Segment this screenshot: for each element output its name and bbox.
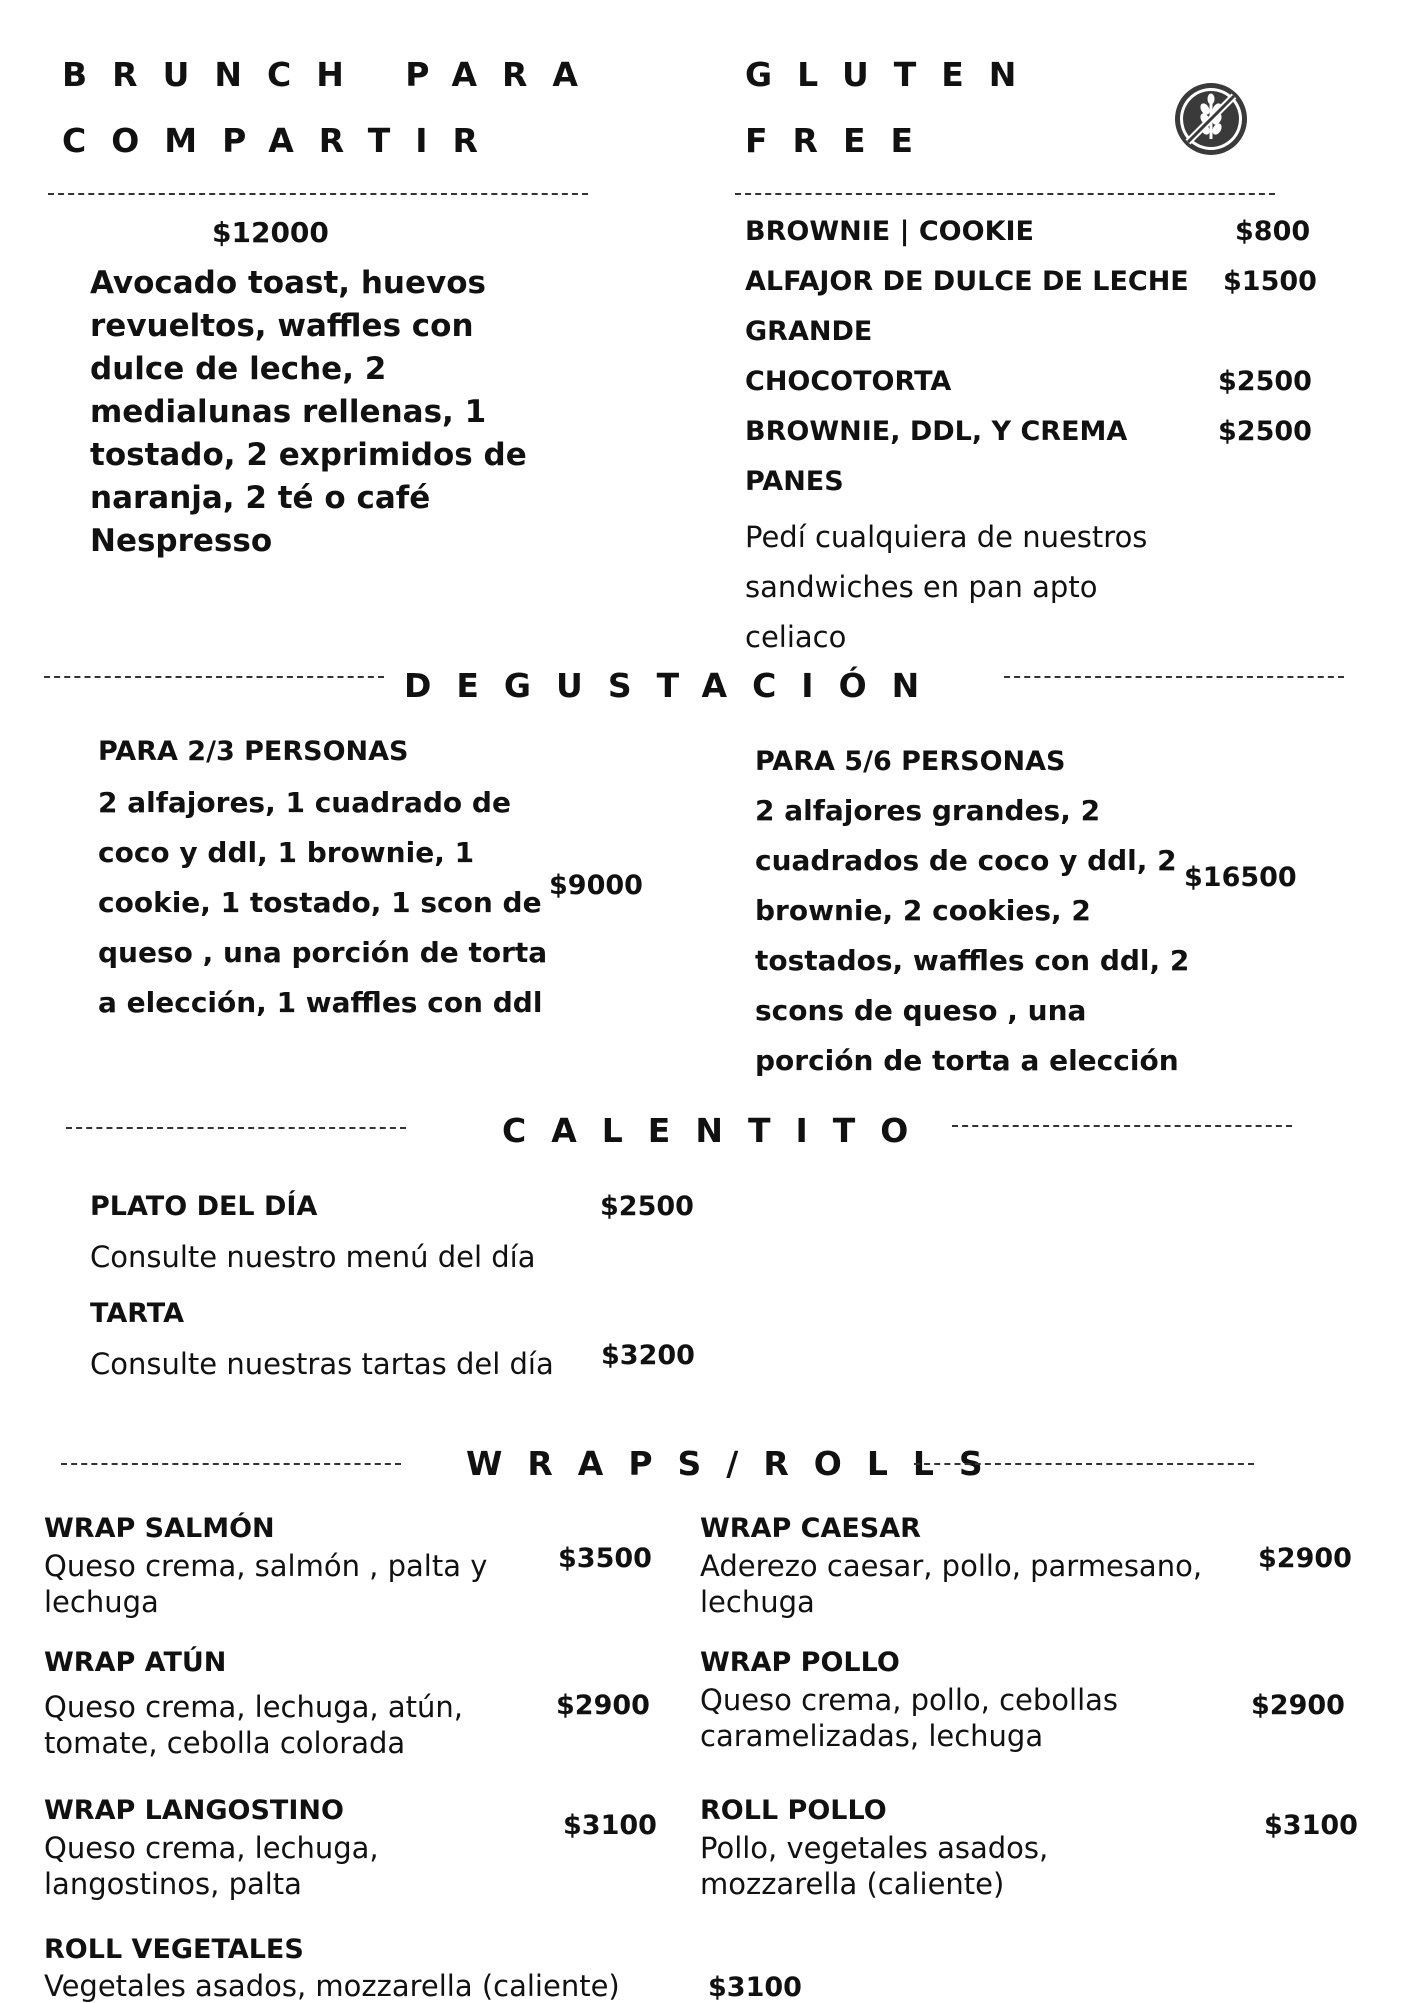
roll-vegetales-name: ROLL VEGETALES: [44, 1934, 304, 1965]
gf-item-chocotorta: CHOCOTORTA: [745, 366, 952, 397]
brunch-title-line1: BRUNCH PARA: [62, 55, 603, 94]
calentito-description-plato-del-dia: Consulte nuestro menú del día: [90, 1240, 536, 1274]
wraps-divider-left: [61, 1463, 401, 1465]
wrap-salmon-desc-line2: lechuga: [44, 1585, 159, 1619]
wrap-caesar-name: WRAP CAESAR: [700, 1513, 921, 1544]
degustacion-option-1-price: $9000: [549, 870, 643, 901]
wrap-langostino-price: $3100: [563, 1810, 657, 1841]
degustacion-divider-right: [1004, 676, 1344, 678]
brunch-divider: [48, 193, 588, 195]
wrap-caesar-desc-line1: Aderezo caesar, pollo, parmesano,: [700, 1549, 1203, 1583]
wrap-caesar-desc-line2: lechuga: [700, 1585, 815, 1619]
degustacion-option-2-description: 2 alfajores grandes, 2 cuadrados de coco y ddl, 2 brownie, 2 cookies, 2 tostados, waffles con ddl, 2 scons de queso , una porción de torta a elección: [755, 794, 1190, 1077]
gluten-free-divider: [735, 193, 1275, 195]
wrap-langostino-desc-line2: langostinos, palta: [44, 1867, 302, 1901]
degustacion-divider-left: [44, 676, 384, 678]
gf-item-panes: PANES: [745, 466, 844, 497]
gf-price-brownie-ddl-crema: $2500: [1218, 416, 1312, 447]
wraps-title: WRAPS/ROLLS: [466, 1444, 1008, 1483]
roll-vegetales-price: $3100: [708, 1972, 802, 2003]
brunch-description: Avocado toast, huevos revueltos, waffles con dulce de leche, 2 medialunas rellenas, 1 tostado, 2 exprimidos de naranja, 2 té o café Nespresso: [90, 265, 527, 559]
calentito-description-tarta: Consulte nuestras tartas del día: [90, 1347, 554, 1381]
wrap-caesar-price: $2900: [1258, 1543, 1352, 1574]
gf-item-brownie-ddl-crema: BROWNIE, DDL, Y CREMA: [745, 416, 1128, 447]
wrap-langostino-name: WRAP LANGOSTINO: [44, 1795, 344, 1826]
gluten-free-title-line2: FREE: [745, 121, 939, 160]
roll-pollo-name: ROLL POLLO: [700, 1795, 887, 1826]
calentito-title: CALENTITO: [502, 1111, 934, 1150]
calentito-divider-left: [66, 1127, 406, 1129]
gluten-free-title-line1: GLUTEN: [745, 55, 1042, 94]
gf-item-alfajor: ALFAJOR DE DULCE DE LECHE: [745, 266, 1189, 297]
degustacion-option-1-name: PARA 2/3 PERSONAS: [98, 736, 409, 767]
wrap-salmon-price: $3500: [558, 1543, 652, 1574]
degustacion-option-2-price: $16500: [1184, 862, 1297, 893]
roll-pollo-desc-line2: mozzarella (caliente): [700, 1867, 1005, 1901]
gf-panes-description: Pedí cualquiera de nuestros sandwiches en pan apto celiaco: [745, 520, 1148, 654]
calentito-divider-right: [952, 1125, 1292, 1127]
wrap-atun-price: $2900: [556, 1690, 650, 1721]
gf-price-brownie-cookie: $800: [1235, 216, 1311, 247]
gf-price-alfajor: $1500: [1223, 266, 1317, 297]
gf-price-chocotorta: $2500: [1218, 366, 1312, 397]
gluten-free-wheat-icon: [1171, 79, 1251, 159]
roll-pollo-desc-line1: Pollo, vegetales asados,: [700, 1831, 1049, 1865]
wrap-pollo-desc-line2: caramelizadas, lechuga: [700, 1719, 1044, 1753]
degustacion-option-1-description: 2 alfajores, 1 cuadrado de coco y ddl, 1 brownie, 1 cookie, 1 tostado, 1 scon de queso , una porción de torta a elección, 1 waffles con ddl: [98, 786, 548, 1019]
wrap-pollo-price: $2900: [1251, 1690, 1345, 1721]
brunch-title-line2: COMPARTIR: [62, 121, 503, 160]
brunch-price: $12000: [212, 216, 329, 249]
degustacion-title: DEGUSTACIÓN: [404, 666, 945, 705]
wrap-pollo-desc-line1: Queso crema, pollo, cebollas: [700, 1683, 1119, 1717]
wraps-divider-right: [914, 1463, 1254, 1465]
roll-vegetales-desc-line1: Vegetales asados, mozzarella (caliente): [44, 1969, 620, 2003]
gf-item-grande: GRANDE: [745, 316, 873, 347]
gf-item-brownie-cookie: BROWNIE | COOKIE: [745, 216, 1034, 247]
degustacion-option-2-name: PARA 5/6 PERSONAS: [755, 746, 1066, 777]
wrap-atun-desc-line2: tomate, cebolla colorada: [44, 1726, 406, 1760]
calentito-item-tarta: TARTA: [90, 1298, 185, 1329]
wrap-pollo-name: WRAP POLLO: [700, 1647, 900, 1678]
wrap-atun-desc-line1: Queso crema, lechuga, atún,: [44, 1690, 463, 1724]
wrap-atun-name: WRAP ATÚN: [44, 1647, 227, 1678]
calentito-price-plato-del-dia: $2500: [600, 1191, 694, 1222]
wrap-salmon-desc-line1: Queso crema, salmón , palta y: [44, 1549, 488, 1583]
calentito-price-tarta: $3200: [601, 1340, 695, 1371]
calentito-item-plato-del-dia: PLATO DEL DÍA: [90, 1191, 318, 1222]
wrap-salmon-name: WRAP SALMÓN: [44, 1513, 275, 1544]
wrap-langostino-desc-line1: Queso crema, lechuga,: [44, 1831, 379, 1865]
roll-pollo-price: $3100: [1264, 1810, 1358, 1841]
